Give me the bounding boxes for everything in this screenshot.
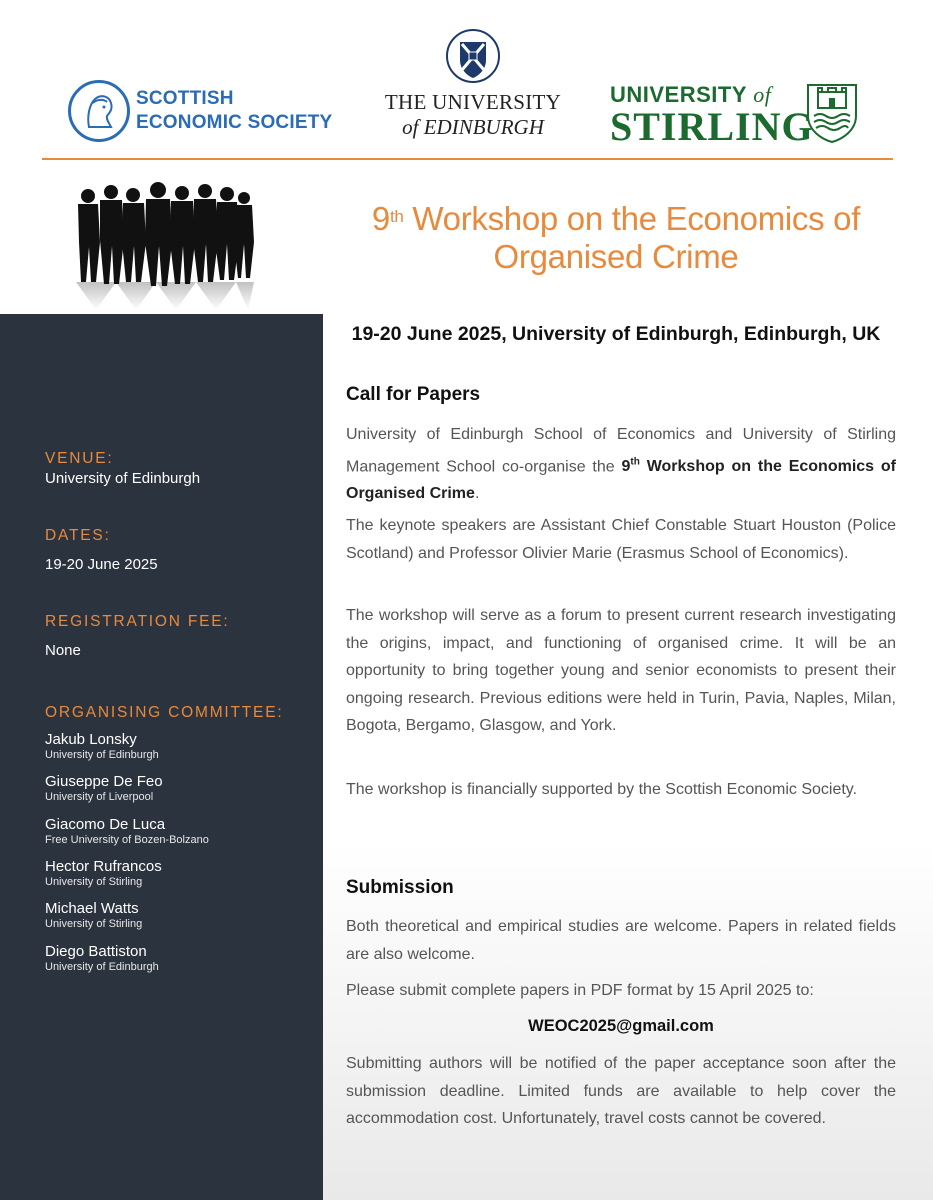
stirling-name-part1: UNIVERSITY (610, 82, 747, 107)
uoe-name-line2: of EDINBURGH (402, 115, 544, 139)
member-affiliation: University of Liverpool (45, 791, 154, 803)
stirling-crest-icon (805, 82, 859, 144)
member-affiliation: University of Edinburgh (45, 749, 159, 761)
dates-label: DATES: (45, 527, 111, 544)
member-affiliation: University of Edinburgh (45, 961, 159, 973)
call-p1-ordinal-suffix: th (630, 456, 640, 468)
member-name: Giacomo De Luca (45, 816, 166, 833)
dates-value: 19-20 June 2025 (45, 556, 158, 573)
title-ordinal: 9 (371, 200, 390, 237)
member-affiliation: Free University of Bozen-Bolzano (45, 834, 209, 846)
edinburgh-crest-icon (446, 26, 500, 86)
venue-value: University of Edinburgh (45, 470, 201, 487)
ses-name-line2: ECONOMIC SOCIETY (136, 112, 333, 133)
member-name: Michael Watts (45, 900, 139, 917)
submission-paragraph-3: Submitting authors will be notified of the paper acceptance soon after the submission deadline. Limited funds are available to help cover the accommodation cost. Unfortunately, travel costs cannot be covered. (346, 1055, 896, 1127)
member-affiliation: University of Stirling (45, 918, 143, 930)
workshop-title (326, 200, 906, 276)
call-for-papers-heading: Call for Papers (346, 384, 481, 405)
people-silhouettes-image (66, 182, 256, 310)
call-paragraph-1 (346, 421, 896, 508)
committee-member (45, 731, 159, 762)
registration-fee-value: None (45, 642, 81, 659)
registration-fee-label: REGISTRATION FEE: (45, 613, 230, 630)
scottish-economic-society-logo (68, 80, 332, 142)
member-name: Jakub Lonsky (45, 731, 137, 748)
header-divider (42, 158, 893, 160)
venue-label: VENUE: (45, 450, 114, 467)
title-line1: Workshop on the Economics of (403, 200, 861, 237)
member-name: Giuseppe De Feo (45, 773, 163, 790)
call-p1-workshop-name: Workshop on the Economics of Organised Crime (346, 457, 897, 503)
committee-label: ORGANISING COMMITTEE: (45, 704, 284, 721)
call-paragraph-4: The workshop is financially supported by the Scottish Economic Society. (346, 781, 858, 798)
committee-member (45, 816, 209, 847)
submission-paragraph-1: Both theoretical and empirical studies are welcome. Papers in related fields are also welcome. (346, 918, 896, 963)
call-p1-text: University of Edinburgh School of Economics and University of Stirling Management School co-organise the (346, 426, 896, 475)
event-dateline: 19-20 June 2025, University of Edinburgh, Edinburgh, UK (351, 323, 881, 345)
member-name: Hector Rufrancos (45, 858, 162, 875)
submission-heading: Submission (346, 877, 454, 898)
submission-paragraph-2: Please submit complete papers in PDF format by 15 April 2025 to: (346, 982, 814, 999)
uoe-name-line1: THE UNIVERSITY (384, 90, 562, 114)
stirling-name-line2: STIRLING (610, 104, 814, 149)
ses-name-line1: SCOTTISH (136, 88, 234, 109)
title-line2: Organised Crime (493, 238, 739, 275)
university-of-edinburgh-logo (384, 26, 562, 140)
member-name: Diego Battiston (45, 943, 147, 960)
call-p1-ordinal: 9 (621, 457, 631, 475)
submission-email-link[interactable]: WEOC2025@gmail.com (528, 1017, 714, 1035)
stirling-name-of: of (753, 82, 772, 107)
committee-member (45, 900, 142, 931)
call-paragraph-3: The workshop will serve as a forum to present current research investigating the origins, impact, and functioning of organised crime. It will be an opportunity to bring together young and senior economists to present their ongoing research. Previous editions were held in Turin, Pavia, Naples, Milan, Bogota, Bergamo, Glasgow, and York. (346, 607, 896, 734)
university-of-stirling-logo (610, 82, 814, 149)
committee-member (45, 943, 159, 974)
member-affiliation: University of Stirling (45, 876, 143, 888)
title-ordinal-suffix: th (389, 207, 404, 226)
call-p1-end: . (474, 485, 480, 503)
committee-member (45, 858, 162, 889)
committee-member (45, 773, 163, 804)
call-paragraph-2: The keynote speakers are Assistant Chief Constable Stuart Houston (Police Scotland) and Professor Olivier Marie (Erasmus School of Economics). (346, 517, 896, 562)
ses-portrait-emblem-icon (68, 80, 130, 142)
